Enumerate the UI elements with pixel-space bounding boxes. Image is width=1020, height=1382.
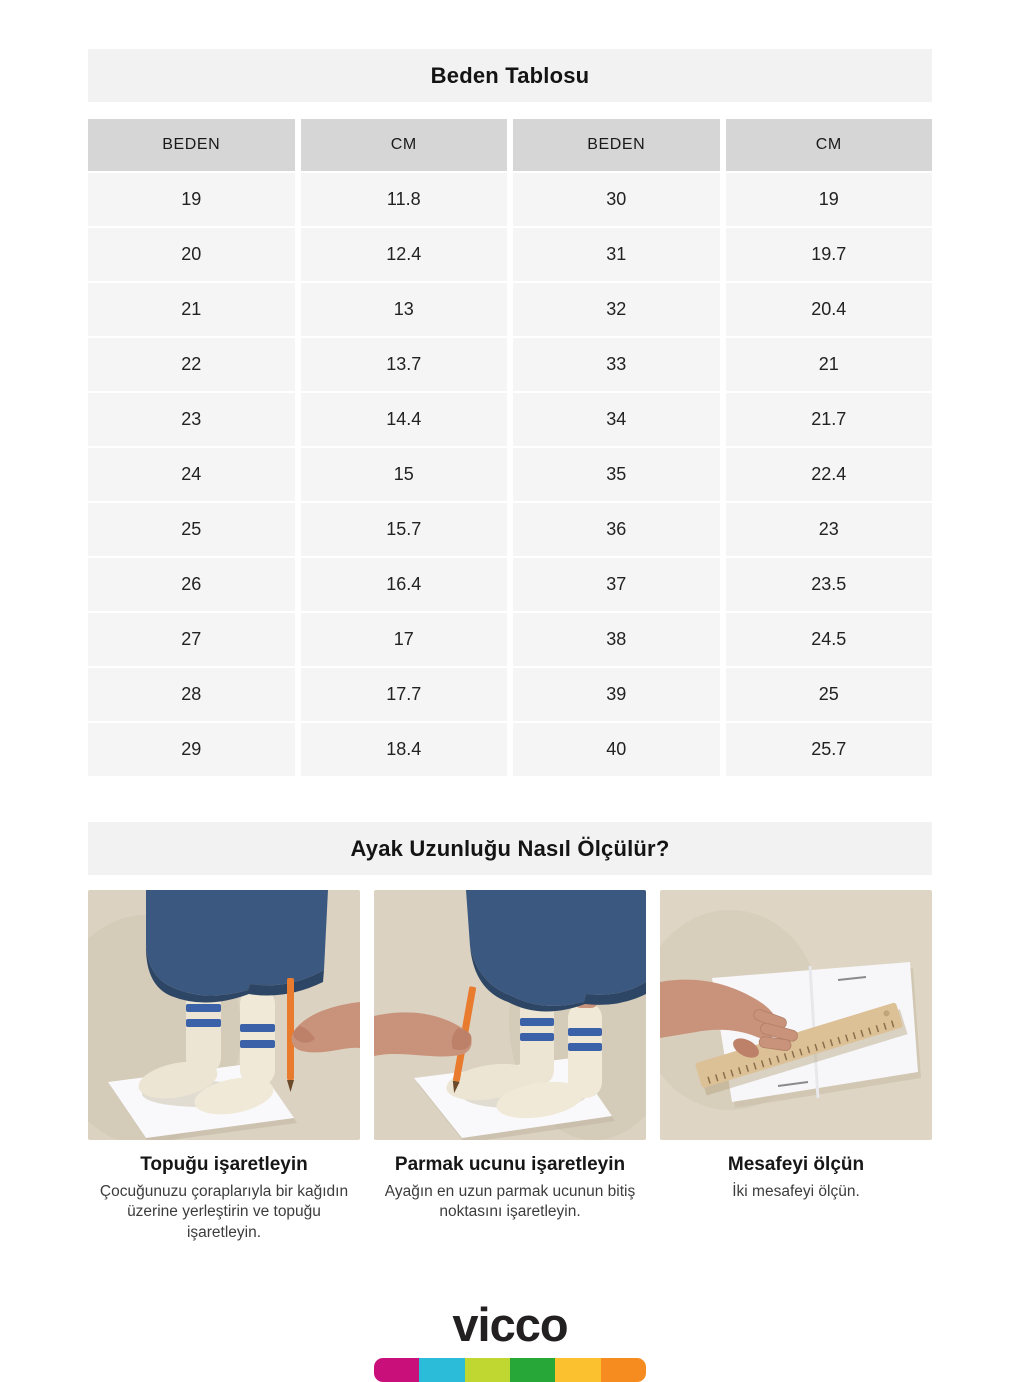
size-table-header-cell: BEDEN [513,119,720,171]
brand-color-segment [601,1358,646,1382]
size-table-cell: 37 [513,558,720,611]
size-table-cell: 25 [88,503,295,556]
size-table-cell: 21 [726,338,933,391]
size-table-cell: 30 [513,173,720,226]
size-table-cell: 38 [513,613,720,666]
size-table-cell: 36 [513,503,720,556]
size-table-header-cell: CM [301,119,508,171]
size-table-cell: 31 [513,228,720,281]
size-table-cell: 14.4 [301,393,508,446]
size-table-cell: 34 [513,393,720,446]
vicco-logo: vicco [452,1298,568,1352]
measure-section-header-band [88,822,932,875]
size-table-cell: 13 [301,283,508,336]
size-table-cell: 23 [88,393,295,446]
brand-color-segment [374,1358,419,1382]
size-table-cell: 28 [88,668,295,721]
brand-footer [88,1298,932,1382]
size-table-cell: 25 [726,668,933,721]
size-table-cell: 16.4 [301,558,508,611]
size-table-cell: 23 [726,503,933,556]
size-table-cell: 24 [88,448,295,501]
size-table-cell: 19 [726,173,933,226]
size-table-cell: 19 [88,173,295,226]
size-table-cell: 15 [301,448,508,501]
brand-color-segment [555,1358,600,1382]
size-table-cell: 35 [513,448,720,501]
brand-color-segment [465,1358,510,1382]
size-table-cell: 23.5 [726,558,933,611]
size-table-cell: 21.7 [726,393,933,446]
size-table-header-cell: CM [726,119,933,171]
measure-section-title: Ayak Uzunluğu Nasıl Ölçülür? [350,835,670,861]
size-table [88,119,932,776]
size-table-header-cell: BEDEN [88,119,295,171]
size-table-cell: 40 [513,723,720,776]
jeans [146,890,328,996]
size-table-cell: 17.7 [301,668,508,721]
mark-heel-photo [88,890,360,1140]
size-table-cell: 33 [513,338,720,391]
brand-color-segment [510,1358,555,1382]
brand-color-segment [419,1358,464,1382]
size-table-cell: 22.4 [726,448,933,501]
mark-toe-photo [374,890,646,1140]
step-description: İki mesafeyi ölçün. [732,1183,860,1200]
measure-steps [88,890,932,1243]
step-description: Ayağın en uzun parmak ucunun bitiş noktasını işaretleyin. [384,1183,636,1221]
size-table-cell: 18.4 [301,723,508,776]
size-table-cell: 24.5 [726,613,933,666]
step-title: Mesafeyi ölçün [727,1154,865,1175]
size-table-cell: 15.7 [301,503,508,556]
step-mark-toe [374,890,646,1243]
brand-color-bar [374,1358,646,1382]
size-table-cell: 20 [88,228,295,281]
size-table-cell: 32 [513,283,720,336]
size-table-header-band [88,49,932,102]
size-table-cell: 11.8 [301,173,508,226]
size-table-cell: 39 [513,668,720,721]
step-mark-heel [88,890,360,1243]
size-table-cell: 29 [88,723,295,776]
size-table-cell: 13.7 [301,338,508,391]
step-description: Çocuğunuzu çoraplarıyla bir kağıdın üzerine yerleştirin ve topuğu işaretleyin. [99,1183,349,1241]
size-table-title: Beden Tablosu [430,62,590,88]
step-title: Topuğu işaretleyin [140,1154,308,1175]
step-measure-distance [660,890,932,1243]
measure-distance-photo [660,890,932,1140]
size-table-cell: 26 [88,558,295,611]
size-table-cell: 17 [301,613,508,666]
size-table-cell: 19.7 [726,228,933,281]
pencil [287,978,294,1080]
size-table-cell: 27 [88,613,295,666]
size-table-cell: 21 [88,283,295,336]
size-table-cell: 22 [88,338,295,391]
size-table-cell: 20.4 [726,283,933,336]
step-title: Parmak ucunu işaretleyin [394,1154,626,1175]
size-table-cell: 12.4 [301,228,508,281]
size-table-cell: 25.7 [726,723,933,776]
